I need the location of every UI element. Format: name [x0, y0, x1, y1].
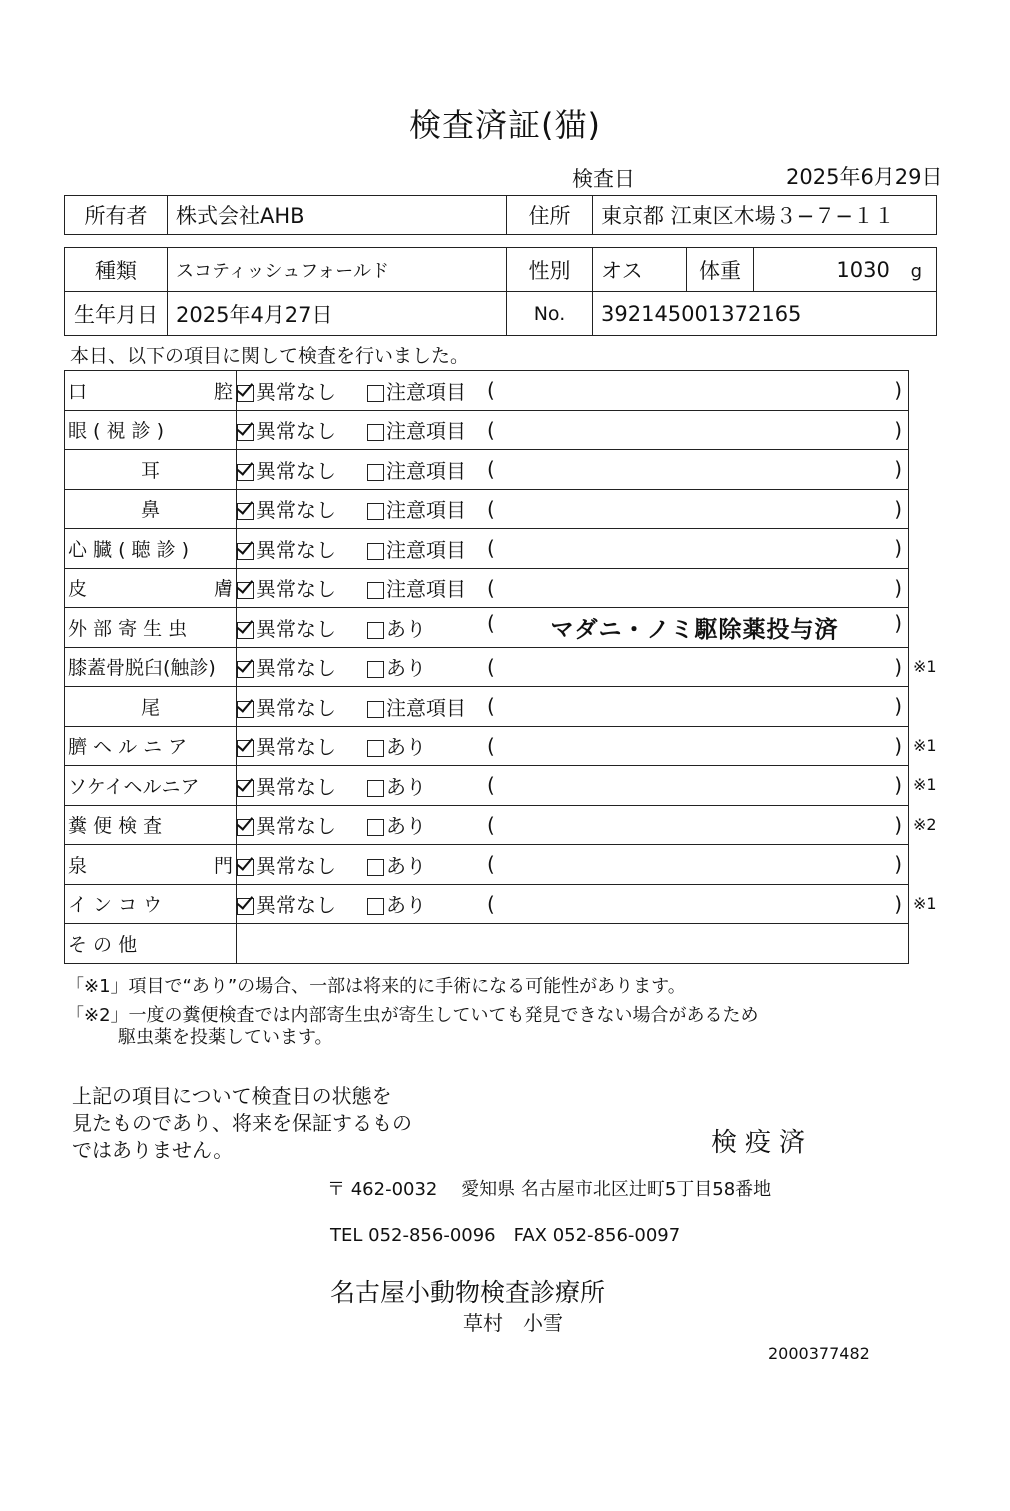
disclaimer-line-1: 上記の項目について検査日の状態を: [72, 1084, 392, 1108]
close-paren: ): [894, 536, 902, 561]
disclaimer-line-3: ではありません。: [72, 1138, 234, 1162]
disclaimer-line-2: 見たものであり、将来を保証するもの: [72, 1111, 412, 1135]
item-name: 心 臓 ( 聴 診 ): [68, 538, 190, 561]
check-row: [65, 608, 909, 648]
checkbox-icon[interactable]: [367, 582, 384, 599]
item-result-cell: [237, 687, 909, 727]
item-name: 臍 ヘ ル ニ ア: [68, 736, 188, 759]
close-paren: ): [894, 654, 902, 679]
clinic-name: 名古屋小動物検査診療所: [330, 1278, 606, 1307]
option-normal-label: 異常なし: [256, 616, 336, 641]
option-flag-label: あり: [386, 893, 426, 918]
option-flag-label: 注意項目: [386, 695, 466, 720]
check-row: [65, 805, 909, 845]
checkbox-icon[interactable]: [367, 898, 384, 915]
item-label-cell: [65, 647, 237, 687]
item-name-end: 腔: [213, 380, 233, 403]
item-name: 泉: [68, 854, 88, 877]
note-area: [487, 378, 908, 402]
close-paren: ): [894, 378, 902, 403]
item-label-cell: [65, 489, 237, 529]
close-paren: ): [894, 575, 902, 600]
option-flag-label: あり: [386, 814, 426, 839]
open-paren: (: [487, 575, 495, 600]
item-label-cell: [65, 371, 237, 411]
page-title: 検査済証(猫): [409, 106, 601, 144]
checked-box-icon[interactable]: [237, 543, 254, 560]
open-paren: (: [487, 378, 495, 403]
checkbox-icon[interactable]: [367, 503, 384, 520]
note-area: [487, 655, 908, 679]
item-name: 皮: [68, 578, 88, 601]
check-row: [65, 489, 909, 529]
intro-text: 本日、以下の項目に関して検査を行いました。: [70, 345, 470, 367]
item-result-cell: [237, 371, 909, 411]
note-area: [487, 852, 908, 876]
item-result-cell: [237, 726, 909, 766]
owner-value: 株式会社AHB: [168, 196, 507, 235]
option-normal[interactable]: [237, 573, 367, 602]
option-flag[interactable]: [367, 415, 487, 444]
open-paren: (: [487, 852, 495, 877]
option-flag-label: 注意項目: [386, 577, 466, 602]
item-name: ソケイヘルニア: [68, 775, 200, 798]
option-normal-label: 異常なし: [256, 458, 336, 483]
option-normal-label: 異常なし: [256, 853, 336, 878]
owner-table: [64, 195, 937, 235]
checkbox-icon[interactable]: [367, 424, 384, 441]
checkbox-icon[interactable]: [367, 464, 384, 481]
option-normal[interactable]: [237, 771, 367, 800]
open-paren: (: [487, 694, 495, 719]
checked-box-icon[interactable]: [237, 582, 254, 599]
option-flag-label: 注意項目: [386, 537, 466, 562]
footnote-marker: ※1: [913, 893, 937, 913]
address-label: 住所: [507, 196, 593, 235]
close-paren: ): [894, 694, 902, 719]
item-result-cell: [237, 489, 909, 529]
close-paren: ): [894, 610, 902, 635]
item-result-cell: [237, 608, 909, 648]
checked-box-icon[interactable]: [237, 661, 254, 678]
item-name: 膝蓋骨脱臼(触診): [68, 657, 216, 680]
option-flag[interactable]: [367, 613, 487, 642]
item-result-cell: [237, 766, 909, 806]
birth-value: 2025年4月27日: [168, 292, 507, 336]
note-area: [487, 892, 908, 916]
checkbox-icon[interactable]: [367, 780, 384, 797]
item-name: 外 部 寄 生 虫: [68, 617, 188, 640]
item-result-cell: [237, 410, 909, 450]
sex-value: オス: [593, 248, 687, 292]
option-normal[interactable]: [237, 613, 367, 642]
close-paren: ): [894, 891, 902, 916]
open-paren: (: [487, 417, 495, 442]
checked-box-icon[interactable]: [237, 780, 254, 797]
check-row: [65, 568, 909, 608]
option-flag-label: 注意項目: [386, 419, 466, 444]
option-flag[interactable]: [367, 455, 487, 484]
weight-cell: [754, 248, 937, 292]
document-number: 2000377482: [768, 1344, 870, 1363]
footnote-marker: ※1: [913, 735, 937, 755]
check-row: [65, 529, 909, 569]
exam-date-label: 検査日: [572, 167, 635, 191]
item-result-cell: [237, 884, 909, 924]
option-normal-label: 異常なし: [256, 893, 336, 918]
checked-box-icon[interactable]: [237, 819, 254, 836]
note-text: マダニ・ノミ駆除薬投与済: [550, 616, 839, 643]
footnote-marker: ※2: [913, 814, 937, 834]
checkbox-icon[interactable]: [367, 385, 384, 402]
option-flag-label: 注意項目: [386, 498, 466, 523]
check-row: [65, 766, 909, 806]
item-label-cell: [65, 529, 237, 569]
option-normal-label: 異常なし: [256, 695, 336, 720]
option-normal-label: 異常なし: [256, 814, 336, 839]
footnote-marker: ※1: [913, 656, 937, 676]
open-paren: (: [487, 536, 495, 561]
checkbox-icon[interactable]: [367, 622, 384, 639]
option-flag-label: 注意項目: [386, 379, 466, 404]
open-paren: (: [487, 457, 495, 482]
note-area: [487, 611, 908, 644]
item-label-cell: [65, 726, 237, 766]
open-paren: (: [487, 610, 495, 635]
option-flag-label: あり: [386, 616, 426, 641]
other-row: [65, 924, 909, 964]
option-flag[interactable]: [367, 889, 487, 918]
item-name: 糞 便 検 査: [68, 815, 163, 838]
open-paren: (: [487, 812, 495, 837]
option-normal[interactable]: [237, 692, 367, 721]
item-result-cell: [237, 805, 909, 845]
option-normal[interactable]: [237, 494, 367, 523]
item-name: イ ン コ ウ: [68, 894, 163, 917]
item-name: 耳: [140, 459, 160, 482]
checked-box-icon[interactable]: [237, 464, 254, 481]
note-area: [487, 576, 908, 600]
no-label: No.: [507, 292, 593, 336]
open-paren: (: [487, 496, 495, 521]
item-name: 眼 ( 視 診 ): [68, 420, 164, 443]
item-label-cell: [65, 687, 237, 727]
vet-name: 草村 小雪: [463, 1311, 563, 1335]
option-flag-label: あり: [386, 853, 426, 878]
item-label-cell: [65, 805, 237, 845]
option-flag-label: あり: [386, 656, 426, 681]
checked-box-icon[interactable]: [237, 898, 254, 915]
option-flag[interactable]: [367, 573, 487, 602]
checkbox-icon[interactable]: [367, 819, 384, 836]
open-paren: (: [487, 891, 495, 916]
owner-label: 所有者: [65, 196, 168, 235]
footnote-2: 「※2」一度の糞便検査では内部寄生虫が寄生していても発見できない場合があるため: [66, 1005, 759, 1026]
option-normal[interactable]: [237, 652, 367, 681]
check-row: [65, 726, 909, 766]
option-normal-label: 異常なし: [256, 537, 336, 562]
checkbox-icon[interactable]: [367, 740, 384, 757]
note-area: [487, 813, 908, 837]
option-flag[interactable]: [367, 376, 487, 405]
option-flag[interactable]: [367, 494, 487, 523]
checked-box-icon[interactable]: [237, 385, 254, 402]
item-result-cell: [237, 529, 909, 569]
note-area: [487, 773, 908, 797]
item-label-cell: [65, 766, 237, 806]
close-paren: ): [894, 773, 902, 798]
option-normal-label: 異常なし: [256, 419, 336, 444]
option-normal[interactable]: [237, 455, 367, 484]
check-table: [64, 370, 909, 964]
weight-unit: g: [910, 260, 922, 282]
check-row: [65, 687, 909, 727]
item-label-cell: [65, 608, 237, 648]
sex-label: 性別: [507, 248, 593, 292]
close-paren: ): [894, 852, 902, 877]
checked-box-icon[interactable]: [237, 622, 254, 639]
clinic-address: 〒 462-0032 愛知県 名古屋市北区辻町5丁目58番地: [327, 1179, 772, 1200]
address-value: 東京都 江東区木場３−７−１１: [593, 196, 937, 235]
footnote-1: 「※1」項目で“あり”の場合、一部は将来的に手術になる可能性があります。: [66, 976, 686, 997]
note-area: [487, 497, 908, 521]
birth-label: 生年月日: [65, 292, 168, 336]
checked-box-icon[interactable]: [237, 859, 254, 876]
item-result-cell: [237, 647, 909, 687]
option-normal[interactable]: [237, 889, 367, 918]
no-value: 392145001372165: [593, 292, 937, 336]
option-normal[interactable]: [237, 415, 367, 444]
option-flag[interactable]: [367, 692, 487, 721]
exam-date: 2025年6月29日: [786, 165, 943, 189]
option-normal[interactable]: [237, 850, 367, 879]
check-row: [65, 845, 909, 885]
option-flag[interactable]: [367, 771, 487, 800]
option-flag[interactable]: [367, 652, 487, 681]
checked-box-icon[interactable]: [237, 740, 254, 757]
checkbox-icon[interactable]: [367, 661, 384, 678]
other-label-cell: [65, 924, 237, 964]
weight-value: 1030: [836, 257, 890, 282]
footnote-marker: ※1: [913, 775, 937, 794]
checked-box-icon[interactable]: [237, 701, 254, 718]
option-normal[interactable]: [237, 810, 367, 839]
option-normal-label: 異常なし: [256, 498, 336, 523]
item-label-cell: [65, 845, 237, 885]
note-area: [487, 457, 908, 481]
option-normal[interactable]: [237, 534, 367, 563]
option-normal[interactable]: [237, 376, 367, 405]
option-flag-label: あり: [386, 735, 426, 760]
check-row: [65, 450, 909, 490]
close-paren: ): [894, 417, 902, 442]
clinic-tel-fax: TEL 052-856-0096 FAX 052-856-0097: [330, 1225, 681, 1246]
option-flag[interactable]: [367, 731, 487, 760]
item-name: 口: [68, 380, 88, 403]
open-paren: (: [487, 773, 495, 798]
note-area: [487, 418, 908, 442]
quarantine-stamp: 検疫済: [711, 1128, 814, 1158]
breed-label: 種類: [65, 248, 168, 292]
close-paren: ): [894, 496, 902, 521]
item-label-cell: [65, 568, 237, 608]
item-name: 鼻: [140, 499, 160, 522]
checkbox-icon[interactable]: [367, 543, 384, 560]
item-result-cell: [237, 845, 909, 885]
item-label-cell: [65, 410, 237, 450]
weight-label: 体重: [687, 248, 754, 292]
item-result-cell: [237, 450, 909, 490]
option-flag[interactable]: [367, 810, 487, 839]
other-label: そ の 他: [68, 933, 138, 956]
check-row: [65, 647, 909, 687]
option-normal[interactable]: [237, 731, 367, 760]
breed-value: スコティッシュフォールド: [168, 248, 507, 292]
option-normal-label: 異常なし: [256, 379, 336, 404]
option-normal-label: 異常なし: [256, 577, 336, 602]
check-row: [65, 371, 909, 411]
open-paren: (: [487, 733, 495, 758]
check-row: [65, 410, 909, 450]
note-area: [487, 734, 908, 758]
option-normal-label: 異常なし: [256, 656, 336, 681]
option-flag[interactable]: [367, 850, 487, 879]
note-area: [487, 536, 908, 560]
checkbox-icon[interactable]: [367, 859, 384, 876]
close-paren: ): [894, 457, 902, 482]
footnote-2-cont: 駆虫薬を投薬しています。: [118, 1027, 333, 1048]
close-paren: ): [894, 812, 902, 837]
item-label-cell: [65, 884, 237, 924]
option-normal-label: 異常なし: [256, 774, 336, 799]
item-name-end: 門: [213, 854, 233, 877]
option-normal-label: 異常なし: [256, 735, 336, 760]
close-paren: ): [894, 733, 902, 758]
checked-box-icon[interactable]: [237, 424, 254, 441]
check-row: [65, 884, 909, 924]
item-name: 尾: [140, 696, 160, 719]
item-label-cell: [65, 450, 237, 490]
open-paren: (: [487, 654, 495, 679]
item-result-cell: [237, 568, 909, 608]
checked-box-icon[interactable]: [237, 503, 254, 520]
option-flag-label: 注意項目: [386, 458, 466, 483]
other-value-cell[interactable]: [237, 924, 909, 964]
note-area: [487, 694, 908, 718]
option-flag[interactable]: [367, 534, 487, 563]
checkbox-icon[interactable]: [367, 701, 384, 718]
item-name-end: 膚: [213, 578, 233, 601]
option-flag-label: あり: [386, 774, 426, 799]
pet-table: [64, 247, 937, 336]
